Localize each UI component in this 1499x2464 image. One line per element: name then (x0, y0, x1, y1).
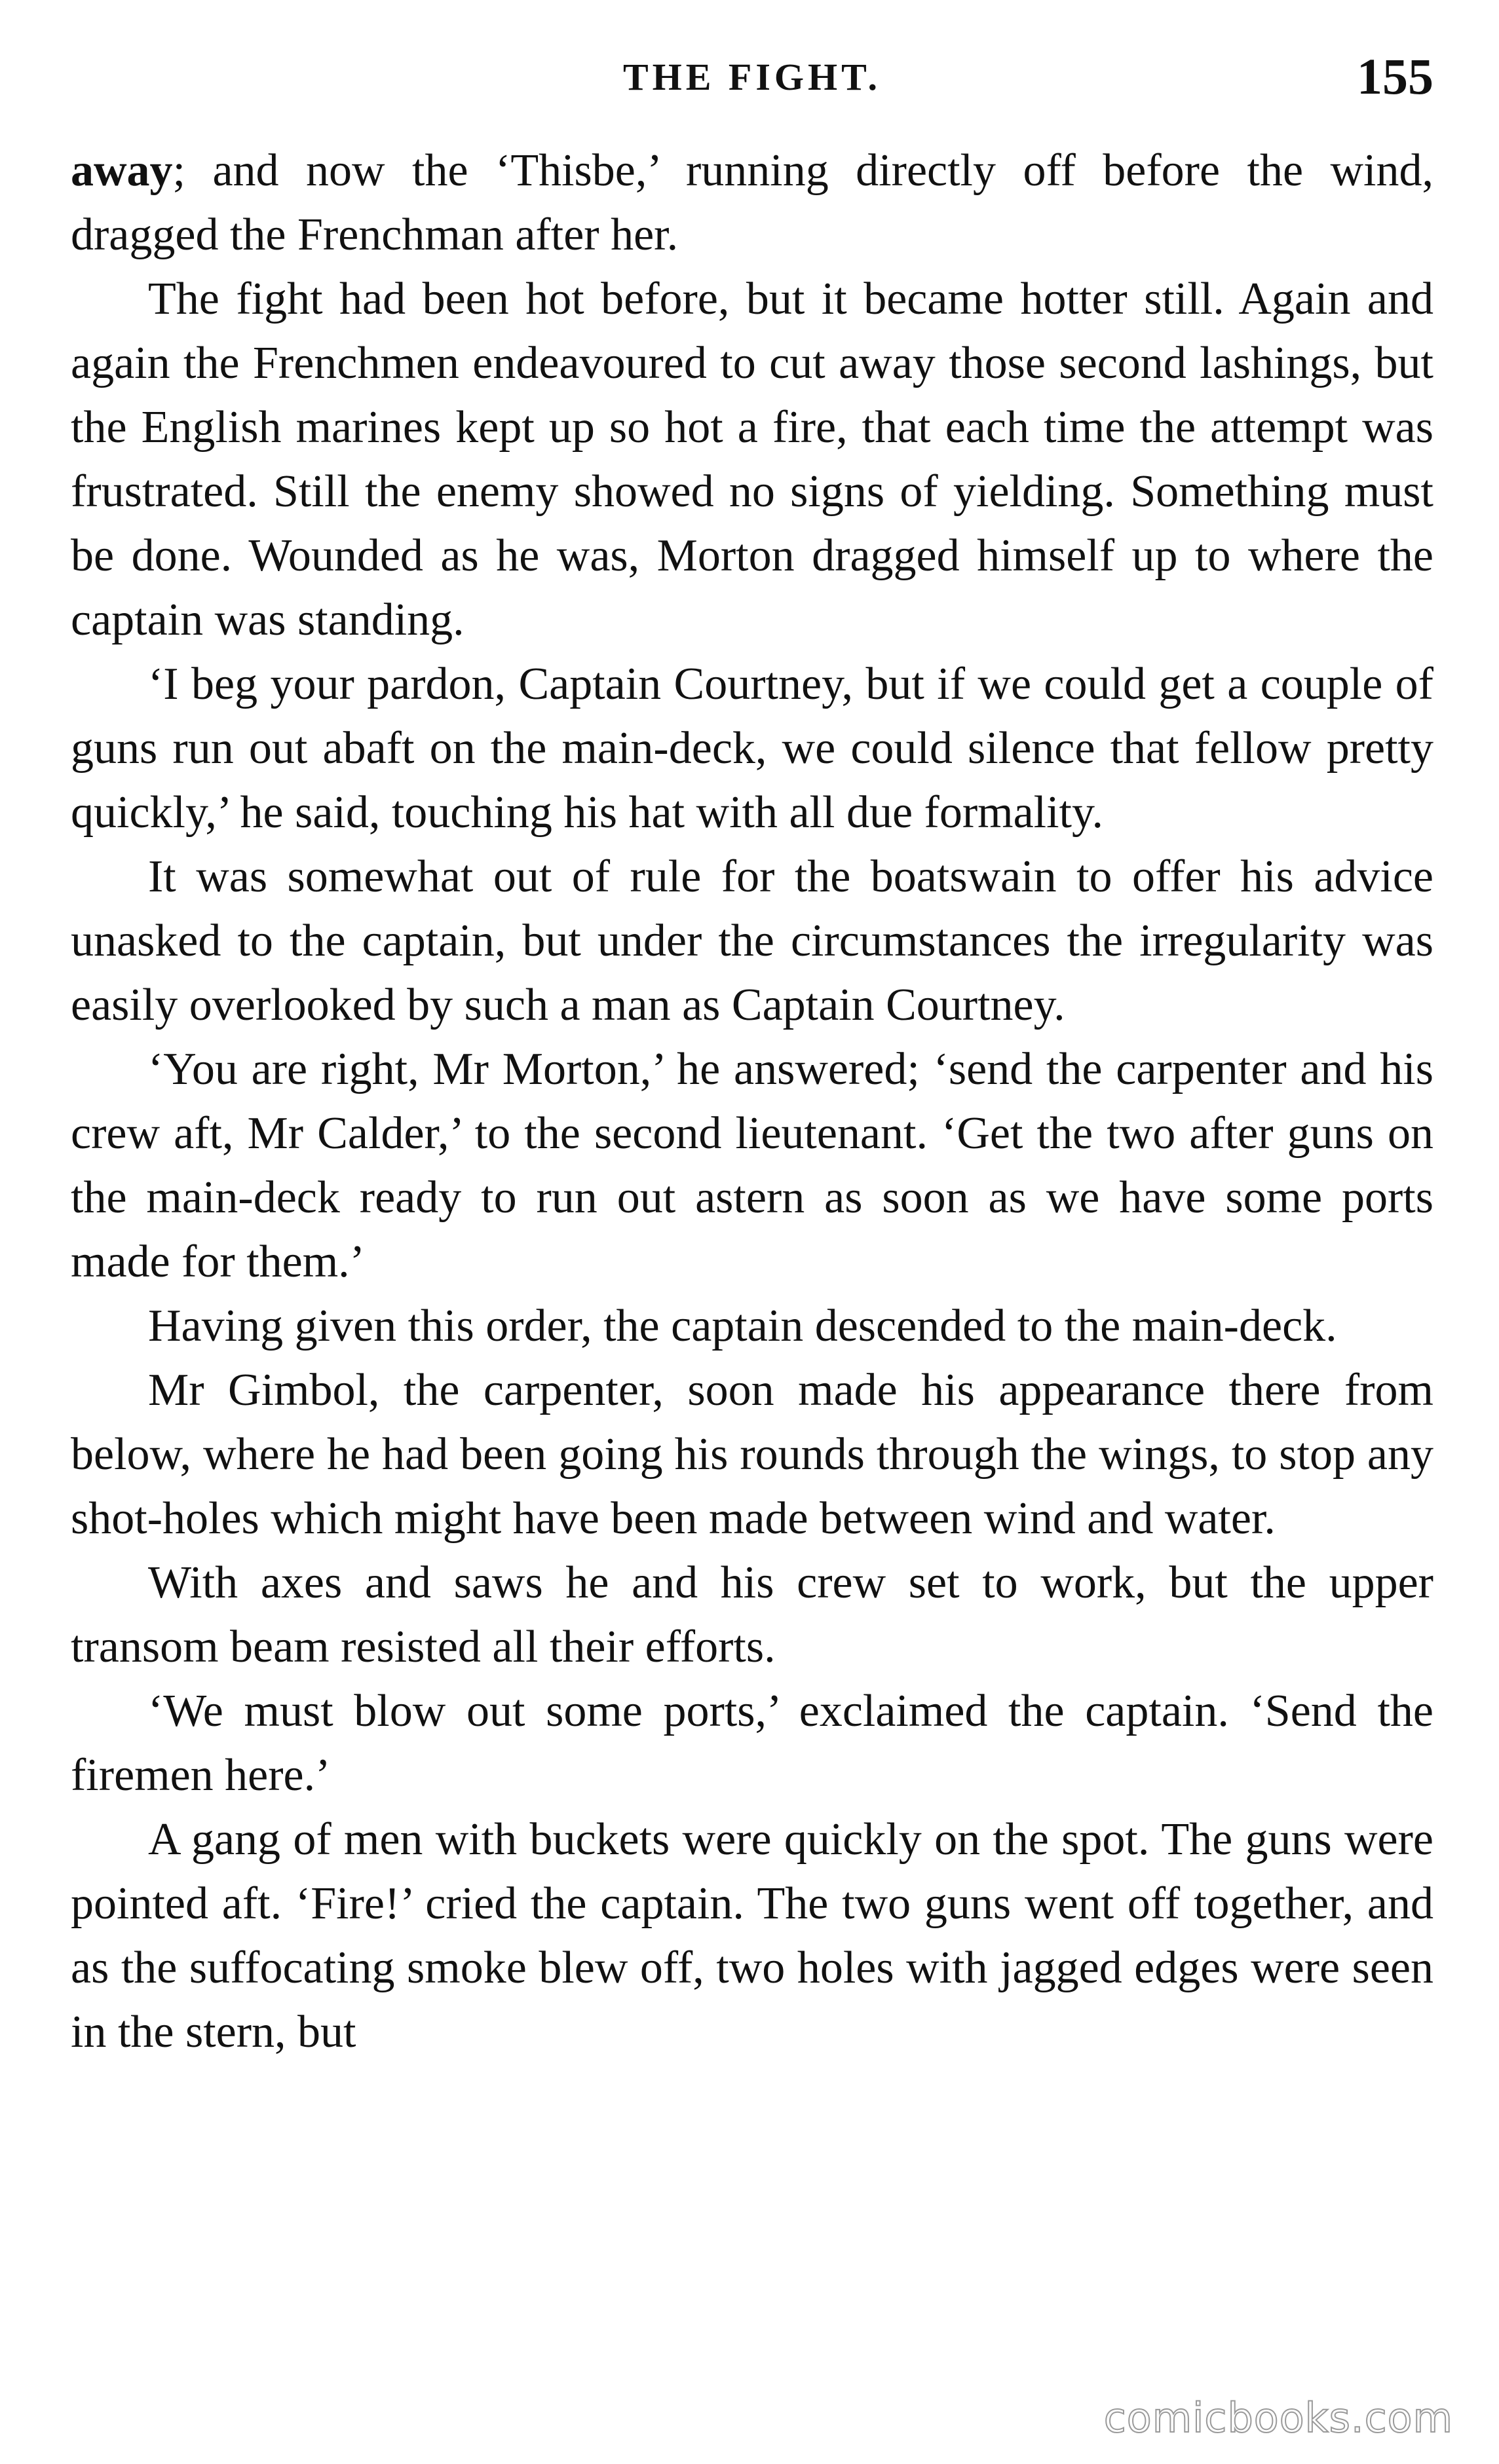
paragraph: The fight had been hot before, but it became hotter still. Again and again the Frenchmen endeavoured to cut away those second lashings, but the English marines kept up so hot a fire, that each time the attempt was frustrated. Still the enemy showed no signs of yielding. Something must be done. Wounded as he was, Morton dragged himself up to where the captain was standing. (71, 274, 1433, 645)
paragraph-text: ; and now the ‘Thisbe,’ running directly off before the wind, dragged the Frenchman after her. (71, 145, 1433, 260)
paragraph: ‘I beg your pardon, Captain Courtney, but if we could get a couple of guns run out abaft on the main-deck, we could silence that fellow pretty quickly,’ he said, touching his hat with all due formality. (71, 659, 1433, 838)
watermark: comicbooks.com (1103, 2394, 1453, 2442)
paragraph (71, 139, 1433, 267)
chapter-title: THE FIGHT. (622, 56, 882, 98)
paragraph: It was somewhat out of rule for the boatswain to offer his advice unasked to the captain, but under the circumstances the irregularity was easily overlooked by such a man as Captain Courtney. (71, 851, 1433, 1030)
paragraph: ‘You are right, Mr Morton,’ he answered; ‘send the carpenter and his crew aft, Mr Calder,’ to the second lieutenant. ‘Get the two after guns on the main-deck ready to run out astern as soon as we have some ports made for them.’ (71, 1044, 1433, 1287)
paragraph: A gang of men with buckets were quickly on the spot. The guns were pointed aft. ‘Fire!’ cried the captain. The two guns went off together, and as the suffocating smoke blew off, two holes with jagged edges were seen in the stern, but (71, 1814, 1433, 2057)
page-number: 155 (1357, 48, 1433, 105)
paragraph: Having given this order, the captain descended to the main-deck. (148, 1301, 1337, 1351)
running-head (71, 47, 1433, 113)
paragraph: With axes and saws he and his crew set to work, but the upper transom beam resisted all their efforts. (71, 1558, 1433, 1672)
paragraph-lead-word: away (71, 145, 173, 196)
paragraph: Mr Gimbol, the carpenter, soon made his appearance there from below, where he had been going his rounds through the wings, to stop any shot-holes which might have been made between wind and water. (71, 1365, 1433, 1544)
paragraph: ‘We must blow out some ports,’ exclaimed the captain. ‘Send the firemen here.’ (71, 1686, 1433, 1801)
body-text (71, 139, 1433, 2064)
